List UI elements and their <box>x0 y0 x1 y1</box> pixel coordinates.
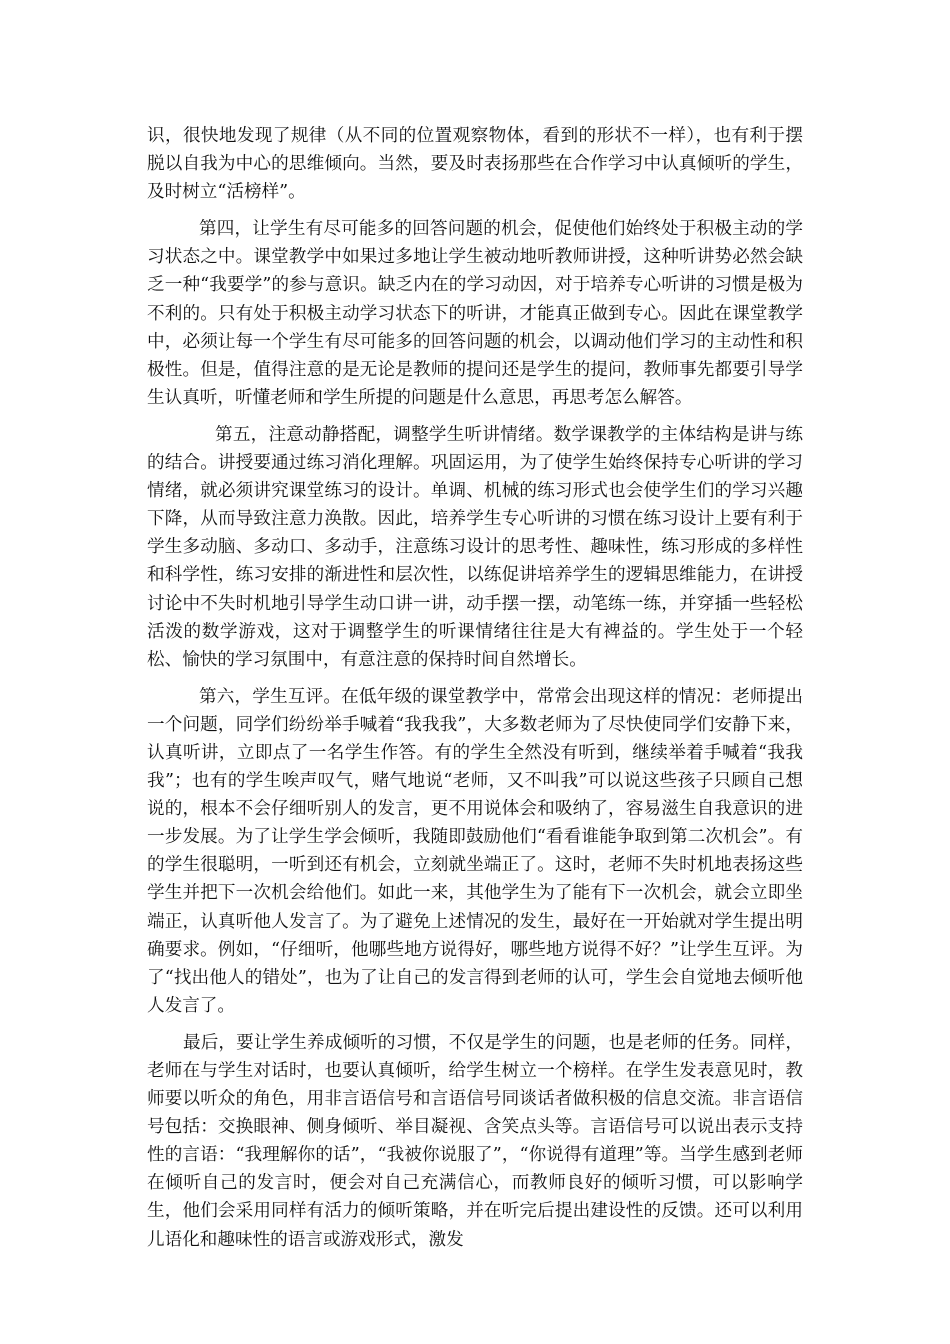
paragraph-continuation: 识，很快地发现了规律（从不同的位置观察物体，看到的形状不一样），也有利于摆脱以自我为中心的思维倾向。当然，要及时表扬那些在合作学习中认真倾听的学生，及时树立“活榜样”。 <box>147 126 803 203</box>
document-page <box>147 122 803 1254</box>
paragraph-point-six: 第六，学生互评。在低年级的课堂教学中，常常会出现这样的情况：老师提出一个问题，同学们纷纷举手喊着“我我我”，大多数老师为了尽快使同学们安静下来，认真听讲，立即点了一名学生作答。有的学生全然没有听到，继续举着手喊着“我我我”；也有的学生唉声叹气，赌气地说“老师，又不叫我”可以说这些孩子只顾自己想说的，根本不会仔细听别人的发言，更不用说体会和吸纳了，容易滋生自我意识的进一步发展。为了让学生学会倾听，我随即鼓励他们“看看谁能争取到第二次机会”。有的学生很聪明，一听到还有机会，立刻就坐端正了。这时，老师不失时机地表扬这些学生并把下一次机会给他们。如此一来，其他学生为了能有下一次机会，就会立即坐端正，认真听他人发言了。为了避免上述情况的发生，最好在一开始就对学生提出明确要求。例如，“仔细听，他哪些地方说得好，哪些地方说得不好？”让学生互评。为了“找出他人的错处”，也为了让自己的发言得到老师的认可，学生会自觉地去倾听他人发言了。 <box>147 686 803 1016</box>
paragraph-conclusion: 最后，要让学生养成倾听的习惯，不仅是学生的问题，也是老师的任务。同样，老师在与学生对话时，也要认真倾听，给学生树立一个榜样。在学生发表意见时，教师要以听众的角色，用非言语信号和言语信号同谈话者做积极的信息交流。非言语信号包括：交换眼神、侧身倾听、举目凝视、含笑点头等。言语信号可以说出表示支持性的言语：“我理解你的话”，“我被你说服了”，“你说得有道理”等。当学生感到老师在倾听自己的发言时，便会对自己充满信心，而教师良好的倾听习惯，可以影响学生，他们会采用同样有活力的倾听策略，并在听完后提出建设性的反馈。还可以利用儿语化和趣味性的语言或游戏形式，激发 <box>147 1032 803 1250</box>
paragraph-point-five: 第五，注意动静搭配，调整学生听讲情绪。数学课教学的主体结构是讲与练的结合。讲授要通过练习消化理解。巩固运用，为了使学生始终保持专心听讲的学习情绪，就必须讲究课堂练习的设计。单调、机械的练习形式也会使学生们的学习兴趣下降，从而导致注意力涣散。因此，培养学生专心听讲的习惯在练习设计上要有利于学生多动脑、多动口、多动手，注意练习设计的思考性、趣味性，练习形成的多样性和科学性，练习安排的渐进性和层次性，以练促讲培养学生的逻辑思维能力，在讲授讨论中不失时机地引导学生动口讲一讲，动手摆一摆，动笔练一练，并穿插一些轻松活泼的数学游戏，这对于调整学生的听课情绪往往是大有裨益的。学生处于一个轻松、愉快的学习氛围中，有意注意的保持时间自然增长。 <box>147 424 803 670</box>
paragraph-point-four: 第四，让学生有尽可能多的回答问题的机会，促使他们始终处于积极主动的学习状态之中。课堂教学中如果过多地让学生被动地听教师讲授，这种听讲势必然会缺乏一种“我要学”的参与意识。缺乏内在的学习动因，对于培养专心听讲的习惯是极为不利的。只有处于积极主动学习状态下的听讲，才能真正做到专心。因此在课堂教学中，必须让每一个学生有尽可能多的回答问题的机会，以调动他们学习的主动性和积极性。但是，值得注意的是无论是教师的提问还是学生的提问，教师事先都要引导学生认真听，听懂老师和学生所提的问题是什么意思，再思考怎么解答。 <box>147 219 803 408</box>
